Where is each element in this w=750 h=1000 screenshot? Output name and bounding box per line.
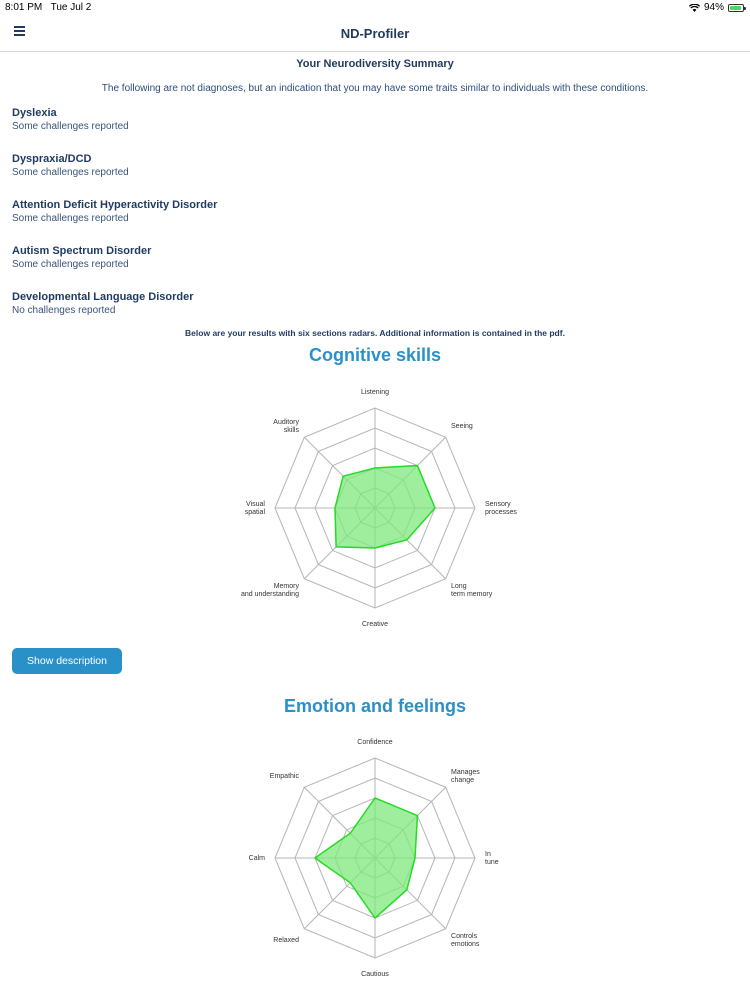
radar-axis-label: term memory (451, 591, 493, 599)
radar-axis-label: In (485, 851, 491, 858)
results-note: Below are your results with six sections radars. Additional information is contained in the pdf. (185, 328, 565, 338)
radar-axis-label: Listening (360, 389, 390, 396)
show-description-button[interactable]: Show description (12, 648, 122, 674)
radar-axis-label: emotions (451, 941, 480, 949)
status-time: 8:01 PM Tue Jul 2 (5, 2, 92, 13)
radar-data-area (335, 466, 435, 548)
battery-percent: 94% (703, 2, 724, 13)
radar-axis-label: Visual (246, 501, 265, 508)
radar-svg-emotion (225, 728, 525, 988)
condition-name: Dyslexia (12, 107, 57, 119)
radar-chart-cognitive (225, 378, 525, 638)
radar-axis-label: processes (485, 509, 517, 516)
battery-fill (730, 6, 741, 10)
radar-axis-label: spatial (244, 509, 265, 516)
wifi-icon (689, 4, 700, 12)
condition-autism (12, 245, 151, 271)
radar-axis-label: Sensory (485, 501, 511, 508)
radar-svg-cognitive (225, 378, 525, 638)
condition-status: Some challenges reported (12, 167, 129, 178)
radar-axis-label: Calm (248, 855, 265, 862)
radar-axis-label: skills (283, 426, 299, 434)
condition-name: Dyspraxia/DCD (12, 153, 92, 165)
status-bar (0, 0, 750, 16)
summary-note: The following are not diagnoses, but an indication that you may have some traits similar to individuals with these conditions. (101, 83, 649, 94)
nav-bar (0, 16, 750, 52)
radar-axis-label: Auditory (273, 418, 299, 426)
radar-data-area (315, 798, 417, 918)
radar-axis-label: Manages (451, 768, 480, 776)
radar-axis-label: and understanding (240, 591, 299, 599)
radar-axis-label: Seeing (451, 422, 473, 430)
condition-status: Some challenges reported (12, 213, 129, 224)
radar-axis-label: Confidence (357, 739, 393, 746)
summary-title: Your Neurodiversity Summary (296, 58, 454, 70)
condition-name: Attention Deficit Hyperactivity Disorder (12, 199, 218, 211)
radar-axis-label: Empathic (269, 772, 299, 780)
condition-dyspraxia (12, 153, 129, 179)
radar-axis-label: Creative (361, 621, 389, 628)
radar-axis-label: Memory (273, 583, 299, 591)
radar-chart-emotion (225, 728, 525, 988)
radar-axis-label: change (451, 776, 474, 784)
section-title-emotion: Emotion and feelings (283, 696, 466, 716)
condition-name: Autism Spectrum Disorder (12, 245, 152, 257)
condition-status: Some challenges reported (12, 121, 129, 132)
page-title: ND-Profiler (340, 26, 410, 41)
radar-axis-label: Long (451, 583, 467, 591)
radar-axis-label: tune (485, 859, 499, 866)
radar-axis-label: Controls (451, 933, 478, 941)
condition-adhd (12, 199, 217, 225)
condition-status: Some challenges reported (12, 259, 129, 270)
status-right (689, 2, 744, 13)
condition-status: No challenges reported (12, 305, 116, 316)
condition-name: Developmental Language Disorder (12, 291, 194, 303)
battery-icon (728, 4, 744, 12)
radar-axis-label: Cautious (361, 971, 389, 978)
radar-axis-label: Relaxed (273, 937, 299, 945)
condition-dld (12, 291, 194, 317)
condition-dyslexia (12, 107, 129, 133)
section-title-cognitive: Cognitive skills (308, 345, 442, 365)
